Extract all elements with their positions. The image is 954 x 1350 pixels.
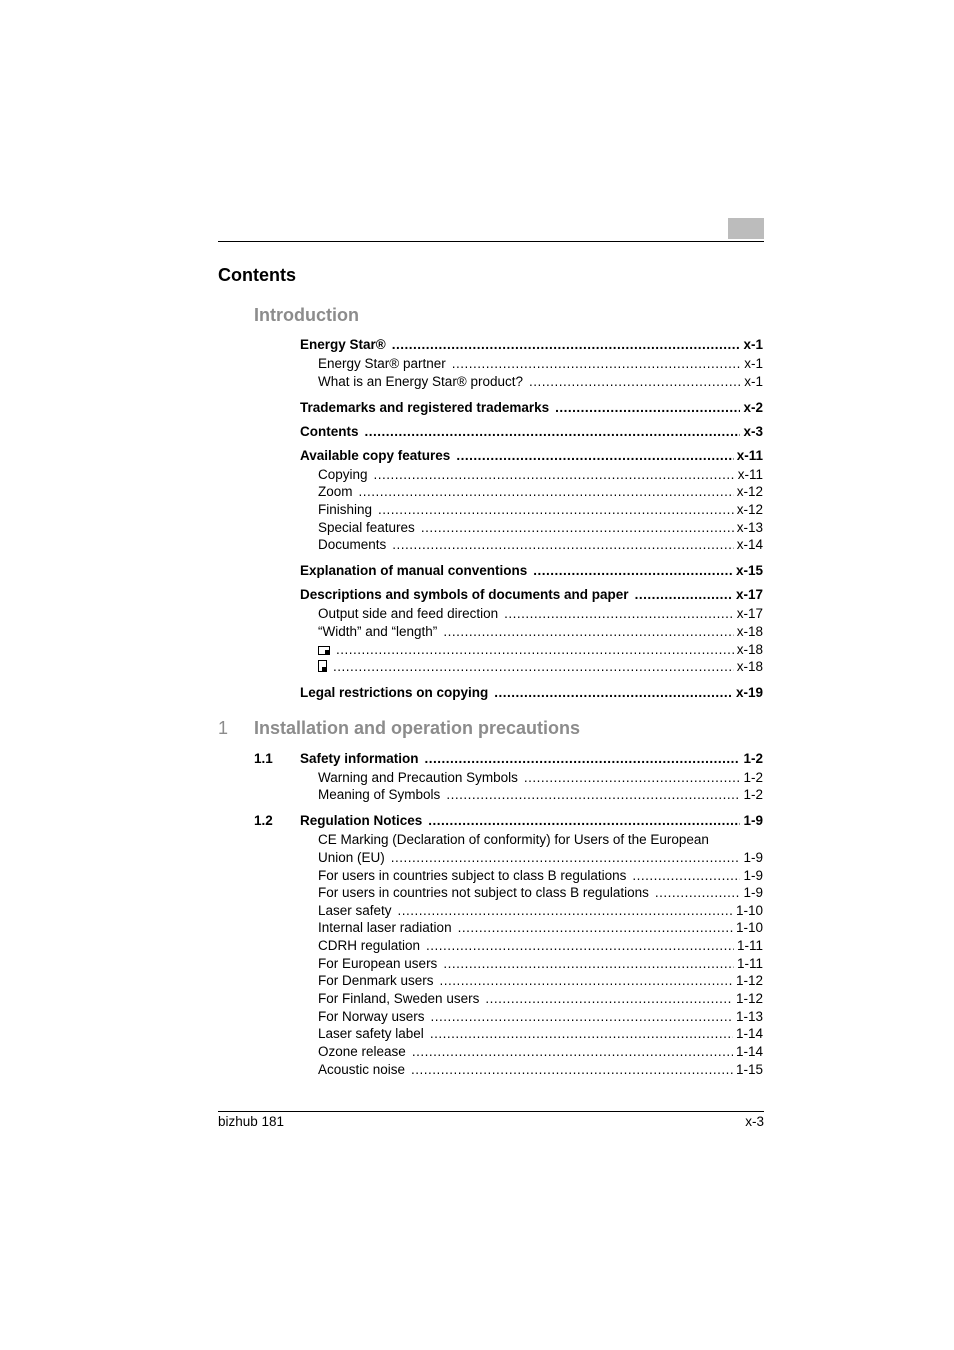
toc-entry-page: x-19: [735, 685, 763, 700]
footer-product-name: bizhub 181: [218, 1114, 285, 1129]
dot-leader: [485, 990, 733, 1008]
dot-leader: [374, 466, 735, 484]
toc-entry[interactable]: [300, 423, 763, 441]
toc-entry-label: Zoom: [318, 484, 353, 499]
dot-leader: [443, 623, 733, 641]
dot-leader: [398, 902, 733, 920]
toc-entry[interactable]: [318, 641, 763, 659]
dot-leader: [333, 658, 734, 676]
toc-entry-page: 1-2: [743, 770, 763, 785]
dot-leader: [452, 355, 741, 373]
toc-entry-label: For Norway users: [318, 1009, 425, 1024]
toc-entry-page: x-18: [736, 642, 763, 657]
toc-entry[interactable]: [318, 884, 763, 902]
toc-entry[interactable]: [318, 937, 763, 955]
toc-entry-page: x-1: [743, 337, 763, 352]
dot-leader: [428, 812, 740, 830]
toc-entry-label: Descriptions and symbols of documents and paper: [300, 587, 629, 602]
toc-entry-label: Copying: [318, 467, 368, 482]
toc-entry-page: x-18: [736, 659, 763, 674]
toc-entry-page: x-17: [736, 606, 763, 621]
toc-entry[interactable]: [318, 1043, 763, 1061]
toc-entry-page: x-17: [735, 587, 763, 602]
toc-entry-page: x-11: [736, 448, 763, 463]
toc-entry-page: 1-14: [735, 1026, 763, 1041]
toc-entry-label: Safety information: [300, 751, 419, 766]
introduction-heading: Introduction: [254, 305, 359, 325]
dot-leader: [446, 786, 740, 804]
toc-entry-page: 1-9: [743, 868, 763, 883]
dot-leader: [504, 605, 734, 623]
dot-leader: [391, 849, 741, 867]
toc-entry-label: Internal laser radiation: [318, 920, 452, 935]
dot-leader: [494, 684, 733, 702]
toc-entry-page: 1-10: [735, 903, 763, 918]
toc-entry-wrapped-line[interactable]: CE Marking (Declaration of conformity) for Users of the European: [318, 832, 709, 847]
toc-entry[interactable]: [318, 355, 763, 373]
toc-entry-label: Laser safety label: [318, 1026, 424, 1041]
toc-entry[interactable]: [318, 1061, 763, 1079]
toc-entry-label: Energy Star®: [300, 337, 386, 352]
toc-entry[interactable]: [318, 1008, 763, 1026]
toc-entry[interactable]: [300, 399, 763, 417]
chapter-heading: Installation and operation precautions: [254, 718, 581, 738]
toc-entry[interactable]: [318, 658, 763, 676]
toc-entry-label: Ozone release: [318, 1044, 406, 1059]
page-title: Contents: [218, 265, 296, 285]
toc-entry-label: What is an Energy Star® product?: [318, 374, 524, 389]
toc-entry[interactable]: [318, 605, 763, 623]
toc-entry-page: 1-14: [735, 1044, 763, 1059]
toc-entry-label: Regulation Notices: [300, 813, 423, 828]
toc-entry-page: x-15: [735, 563, 763, 578]
toc-entry-label: Finishing: [318, 502, 373, 517]
dot-leader: [392, 336, 741, 354]
toc-entry[interactable]: [318, 919, 763, 937]
dot-leader: [412, 1043, 733, 1061]
toc-entry[interactable]: [318, 373, 763, 391]
footer-page-number: x-3: [745, 1114, 764, 1129]
toc-entry[interactable]: [318, 519, 763, 537]
toc-entry-page: x-13: [736, 520, 763, 535]
toc-entry-page: 1-9: [743, 885, 763, 900]
toc-entry-label: Documents: [318, 537, 387, 552]
toc-entry-label: For European users: [318, 956, 438, 971]
toc-entry-label: [318, 658, 327, 676]
toc-entry[interactable]: [300, 750, 763, 768]
dot-leader: [533, 562, 733, 580]
toc-entry[interactable]: [318, 1025, 763, 1043]
toc-entry-label: Available copy features: [300, 448, 451, 463]
dot-leader: [524, 769, 741, 787]
toc-entry-label: For users in countries not subject to class B regulations: [318, 885, 649, 900]
toc-entry-page: x-12: [736, 502, 763, 517]
toc-entry-page: 1-9: [743, 813, 763, 828]
toc-entry-page: 1-2: [743, 751, 763, 766]
toc-entry[interactable]: [300, 684, 763, 702]
toc-entry-page: 1-9: [743, 850, 763, 865]
toc-entry[interactable]: [318, 867, 763, 885]
toc-entry-page: x-12: [736, 484, 763, 499]
toc-entry[interactable]: [318, 501, 763, 519]
toc-entry-page: x-14: [736, 537, 763, 552]
toc-entry-label: Explanation of manual conventions: [300, 563, 528, 578]
toc-entry[interactable]: [300, 336, 763, 354]
toc-entry-page: x-1: [744, 374, 763, 389]
toc-entry[interactable]: [318, 536, 763, 554]
dot-leader: [635, 586, 733, 604]
toc-entry-label: For users in countries subject to class B regulations: [318, 868, 627, 883]
toc-entry[interactable]: [318, 483, 763, 501]
dot-leader: [443, 955, 734, 973]
toc-entry[interactable]: [318, 623, 763, 641]
toc-entry-label: Legal restrictions on copying: [300, 685, 489, 700]
chapter-number: 1: [218, 718, 229, 738]
dot-leader: [426, 937, 734, 955]
toc-entry-page: x-18: [736, 624, 763, 639]
dot-leader: [555, 399, 740, 417]
toc-entry-label: Union (EU): [318, 850, 385, 865]
toc-entry-label: Contents: [300, 424, 359, 439]
toc-entry[interactable]: [300, 812, 763, 830]
dot-leader: [529, 373, 741, 391]
portrait-document-icon: [318, 660, 327, 672]
toc-entry-page: x-3: [743, 424, 763, 439]
toc-entry[interactable]: [318, 466, 763, 484]
dot-leader: [655, 884, 741, 902]
toc-entry-page: 1-11: [736, 938, 763, 953]
bottom-divider: [218, 1111, 764, 1112]
toc-entry-page: 1-2: [743, 787, 763, 802]
toc-entry-label: “Width” and “length”: [318, 624, 438, 639]
toc-entry[interactable]: [318, 849, 763, 867]
dot-leader: [431, 1008, 733, 1026]
dot-leader: [421, 519, 734, 537]
toc-entry-label: For Finland, Sweden users: [318, 991, 480, 1006]
dot-leader: [411, 1061, 733, 1079]
dot-leader: [458, 919, 733, 937]
toc-entry-page: x-11: [737, 467, 763, 482]
toc-entry[interactable]: [300, 447, 763, 465]
toc-entry[interactable]: [300, 586, 763, 604]
toc-entry[interactable]: [300, 562, 763, 580]
section-number: 1.1: [254, 751, 273, 766]
toc-entry-page: 1-15: [735, 1062, 763, 1077]
dot-leader: [456, 447, 733, 465]
dot-leader: [425, 750, 741, 768]
toc-entry[interactable]: [318, 972, 763, 990]
toc-entry[interactable]: [318, 769, 763, 787]
dot-leader: [378, 501, 734, 519]
toc-entry-page: 1-10: [735, 920, 763, 935]
toc-entry-label: Warning and Precaution Symbols: [318, 770, 518, 785]
toc-entry-label: Output side and feed direction: [318, 606, 499, 621]
toc-entry[interactable]: [318, 786, 763, 804]
toc-entry-page: x-1: [744, 356, 763, 371]
toc-entry-label: Meaning of Symbols: [318, 787, 441, 802]
dot-leader: [359, 483, 734, 501]
dot-leader: [336, 641, 734, 659]
section-number: 1.2: [254, 813, 273, 828]
toc-entry[interactable]: [318, 955, 763, 973]
toc-entry-label: [318, 641, 330, 659]
top-divider: [218, 241, 764, 242]
toc-entry-label: For Denmark users: [318, 973, 434, 988]
dot-leader: [430, 1025, 733, 1043]
chapter-tab-marker: [728, 218, 764, 239]
toc-entry-label: Laser safety: [318, 903, 392, 918]
toc-entry-page: 1-12: [735, 973, 763, 988]
toc-entry-label: Trademarks and registered trademarks: [300, 400, 550, 415]
dot-leader: [440, 972, 733, 990]
toc-entry-page: 1-11: [736, 956, 763, 971]
dot-leader: [365, 423, 741, 441]
dot-leader: [632, 867, 740, 885]
toc-entry-label: Special features: [318, 520, 415, 535]
toc-entry-label: Acoustic noise: [318, 1062, 406, 1077]
toc-entry-label: CDRH regulation: [318, 938, 421, 953]
toc-entry[interactable]: [318, 990, 763, 1008]
toc-entry-label: Energy Star® partner: [318, 356, 446, 371]
toc-entry-page: 1-12: [735, 991, 763, 1006]
toc-entry-page: x-2: [743, 400, 763, 415]
toc-entry-page: 1-13: [735, 1009, 763, 1024]
landscape-document-icon: [318, 646, 330, 655]
dot-leader: [392, 536, 733, 554]
toc-entry[interactable]: [318, 902, 763, 920]
